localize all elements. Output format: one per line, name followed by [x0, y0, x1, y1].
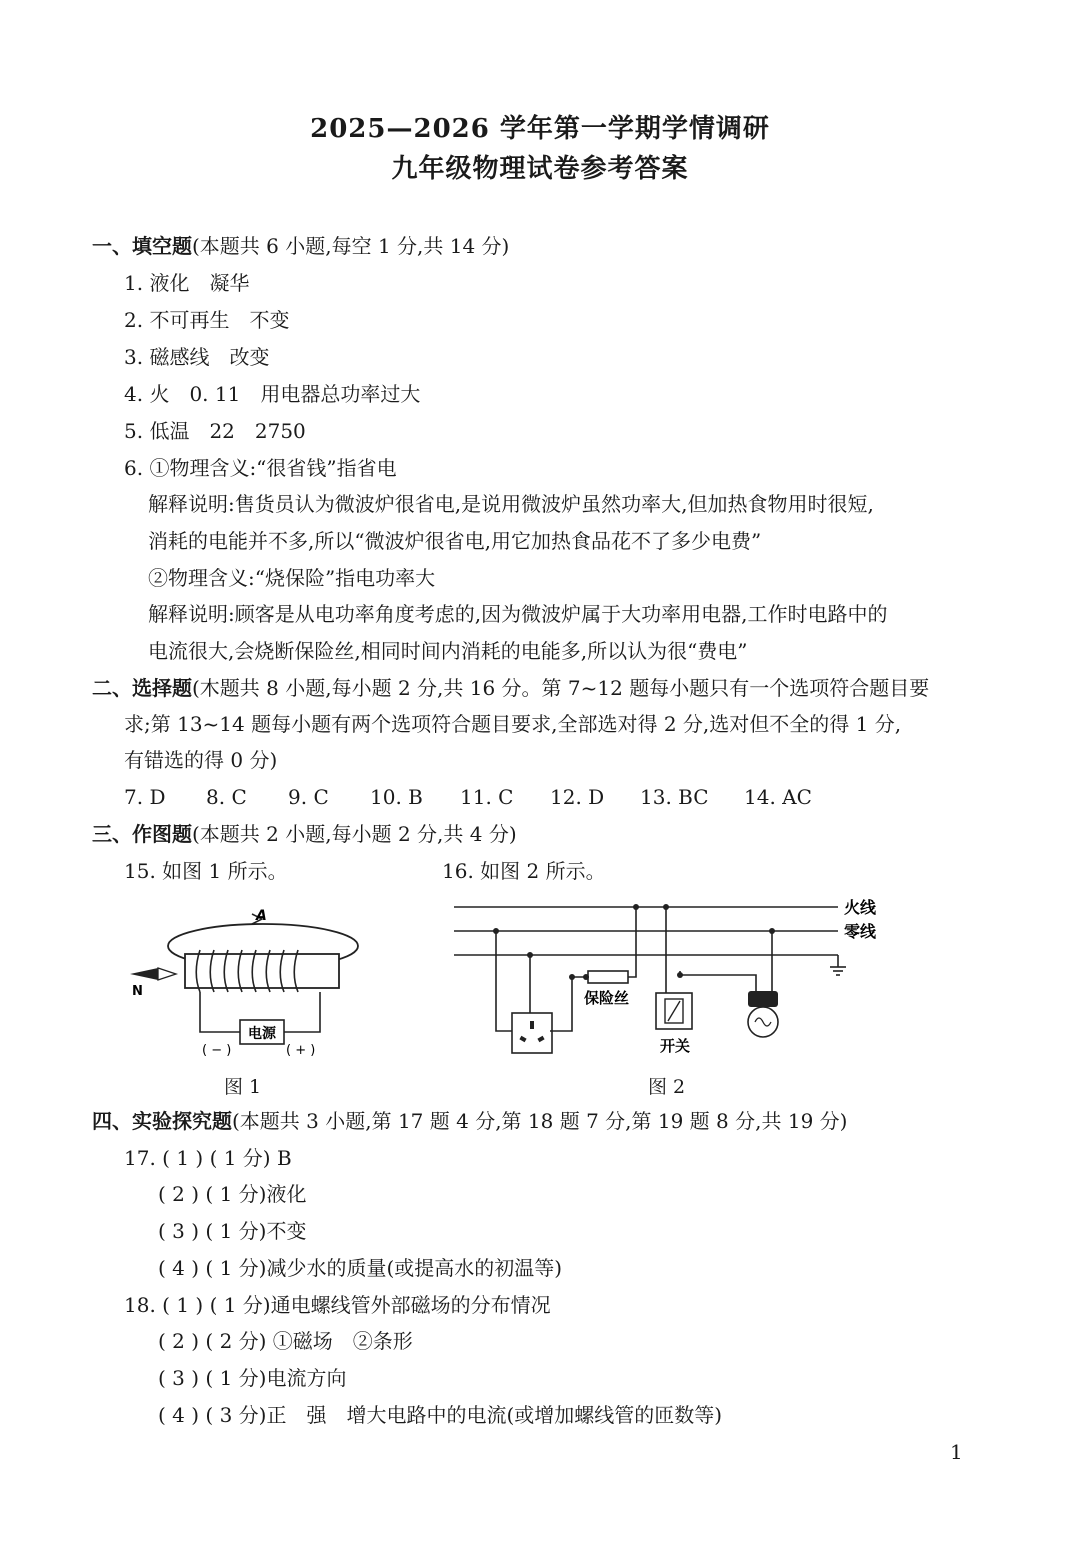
- section4-header: [92, 1109, 847, 1133]
- section4-desc: (本题共 3 小题,第 17 题 4 分,第 18 题 7 分,第 19 题 8 分,共 19 分): [232, 1109, 848, 1133]
- switch-to-lamp-wire: [680, 971, 756, 991]
- choice-answer: 9. C: [288, 785, 329, 809]
- answer-line: 4. 火 0. 11 用电器总功率过大: [124, 382, 421, 406]
- fuse-live-wire: [628, 907, 636, 977]
- figure1-solenoid: [120, 900, 360, 1070]
- section4-heading: 四、实验探究题: [92, 1109, 232, 1133]
- q15-text: 15. 如图 1 所示。: [124, 859, 288, 883]
- switch-label: 开关: [660, 1037, 691, 1055]
- socket-pins-icon: [519, 1021, 544, 1042]
- choice-answer: 10. B: [370, 785, 423, 809]
- section3-desc: (本题共 2 小题,每小题 2 分,共 4 分): [192, 822, 517, 846]
- socket-box: [512, 1013, 552, 1053]
- section2-desc-cont: 有错选的得 0 分): [124, 748, 278, 772]
- power-source-label: 电源: [248, 1026, 276, 1042]
- circuit-wire-left: [200, 992, 240, 1032]
- section1-header: [92, 234, 509, 258]
- answer-line: ( 3 ) ( 1 分)不变: [158, 1219, 307, 1243]
- lamp-holder: [748, 991, 778, 1007]
- choice-answer: 12. D: [550, 785, 605, 809]
- figure2-caption: 图 2: [648, 1076, 686, 1098]
- answer-line: 6. ①物理含义:“很省钱”指省电: [124, 456, 397, 480]
- figure1-caption: 图 1: [224, 1076, 262, 1098]
- negative-terminal-label: ( − ): [202, 1043, 232, 1058]
- choice-answer: 7. D: [124, 785, 166, 809]
- page-number: 1: [950, 1440, 963, 1464]
- answer-line: 5. 低温 22 2750: [124, 419, 306, 443]
- fuse-box: [588, 971, 628, 983]
- answer-line: 2. 不可再生 不变: [124, 308, 290, 332]
- socket-neutral-wire: [496, 931, 512, 1031]
- solenoid-core: [185, 954, 339, 988]
- section2-header: [92, 676, 929, 700]
- neutral-wire-label: 零线: [844, 922, 877, 941]
- choice-answer: 8. C: [206, 785, 247, 809]
- circuit-wire-right: [284, 992, 320, 1032]
- compass-needle-icon: [130, 968, 158, 980]
- answer-line: ( 4 ) ( 3 分)正 强 增大电路中的电流(或增加螺线管的匝数等): [158, 1403, 723, 1427]
- answer-line: 18. ( 1 ) ( 1 分)通电螺线管外部磁场的分布情况: [124, 1293, 551, 1317]
- field-label-a: A: [256, 908, 267, 924]
- answer-line: 3. 磁感线 改变: [124, 345, 270, 369]
- explanation-text: 解释说明:顾客是从电功率角度考虑的,因为微波炉属于大功率用电器,工作时电路中的: [148, 602, 888, 626]
- page-title: 2025—2026 学年第一学期学情调研: [310, 114, 770, 144]
- live-wire-label: 火线: [844, 898, 877, 917]
- section1-heading: 一、填空题: [92, 234, 192, 258]
- answer-line: ( 3 ) ( 1 分)电流方向: [158, 1366, 347, 1390]
- explanation-text: 解释说明:售货员认为微波炉很省电,是说用微波炉虽然功率大,但加热食物用时很短,: [148, 492, 874, 516]
- figure2-circuit: [450, 895, 890, 1070]
- answer-line: ( 2 ) ( 1 分)液化: [158, 1182, 307, 1206]
- compass-needle-tail: [158, 968, 176, 980]
- section3-heading: 三、作图题: [92, 822, 192, 846]
- fuse-label: 保险丝: [584, 989, 630, 1007]
- section2-desc: (木题共 8 小题,每小题 2 分,共 16 分。第 7~12 题每小题只有一个选项符合题目要: [192, 676, 930, 700]
- page-subtitle: 九年级物理试卷参考答案: [391, 154, 689, 184]
- north-pole-label: N: [132, 984, 143, 999]
- answer-line: ( 4 ) ( 1 分)减少水的质量(或提高水的初温等): [158, 1256, 563, 1280]
- positive-terminal-label: ( + ): [286, 1043, 316, 1058]
- q16-text: 16. 如图 2 所示。: [442, 859, 606, 883]
- explanation-text: 消耗的电能并不多,所以“微波炉很省电,用它加热食品花不了多少电费”: [148, 529, 762, 553]
- section2-heading: 二、选择题: [92, 676, 192, 700]
- meaning-text: ②物理含义:“烧保险”指电功率大: [148, 566, 436, 590]
- choice-answers: [124, 785, 824, 809]
- choice-answer: 14. AC: [744, 785, 812, 809]
- answer-line: 17. ( 1 ) ( 1 分) B: [124, 1146, 292, 1170]
- explanation-text: 电流很大,会烧断保险丝,相同时间内消耗的电能多,所以认为很“费电”: [148, 639, 748, 663]
- section3-header: [92, 822, 517, 846]
- answer-line: 1. 液化 凝华: [124, 271, 250, 295]
- section1-desc: (本题共 6 小题,每空 1 分,共 14 分): [192, 234, 510, 258]
- choice-answer: 11. C: [460, 785, 514, 809]
- choice-answer: 13. BC: [640, 785, 709, 809]
- section2-desc-cont: 求;第 13~14 题每小题有两个选项符合题目要求,全部选对得 2 分,选对但不全的得 1 分,: [124, 712, 902, 736]
- answer-line: ( 2 ) ( 2 分) ①磁场 ②条形: [158, 1329, 413, 1353]
- socket-live-wire: [550, 977, 586, 1031]
- junction-dots: [493, 904, 775, 980]
